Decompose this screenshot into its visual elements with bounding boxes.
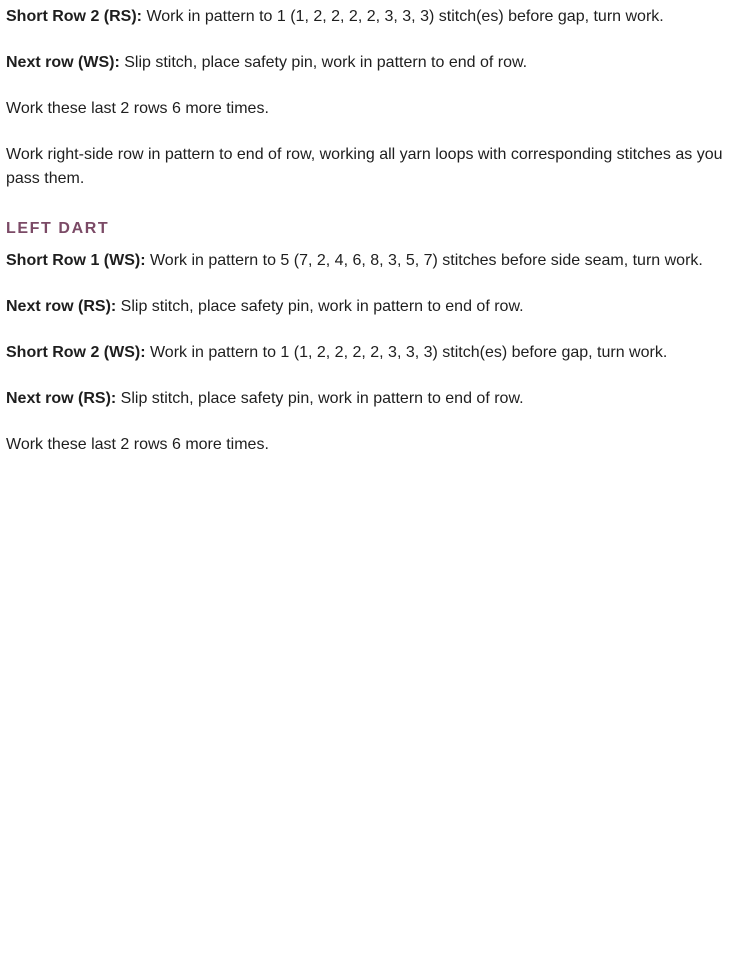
- instruction-lead: Short Row 2 (WS):: [6, 344, 146, 361]
- instruction-next-row-ws: [6, 51, 527, 75]
- instruction-text: Slip stitch, place safety pin, work in pattern to end of row.: [119, 54, 528, 71]
- instruction-left-next-row-rs-2: [6, 387, 524, 411]
- instruction-text: Work right-side row in pattern to end of row, working all yarn loops with corresponding stitches as you pass them.: [6, 146, 723, 187]
- instruction-left-repeat: [6, 433, 269, 457]
- instruction-text: Work these last 2 rows 6 more times.: [6, 100, 269, 117]
- instruction-right-side-row: [6, 143, 741, 191]
- instruction-lead: Short Row 1 (WS):: [6, 252, 146, 269]
- instruction-lead: Next row (WS):: [6, 54, 120, 71]
- instruction-text: Work in pattern to 1 (1, 2, 2, 2, 2, 3, 3, 3) stitch(es) before gap, turn work.: [142, 8, 664, 25]
- instruction-left-next-row-rs: [6, 295, 524, 319]
- instruction-short-row-2-rs: [6, 5, 664, 29]
- instruction-repeat: [6, 97, 269, 121]
- instruction-text: Work in pattern to 5 (7, 2, 4, 6, 8, 3, 5, 7) stitches before side seam, turn work.: [145, 252, 703, 269]
- instruction-left-short-row-1-ws: [6, 249, 703, 273]
- instruction-text: Work these last 2 rows 6 more times.: [6, 436, 269, 453]
- instruction-lead: Short Row 2 (RS):: [6, 8, 142, 25]
- instruction-text: Slip stitch, place safety pin, work in pattern to end of row.: [116, 390, 524, 407]
- instruction-left-short-row-2-ws: [6, 341, 667, 365]
- instruction-text: Slip stitch, place safety pin, work in pattern to end of row.: [116, 298, 524, 315]
- section-heading-left-dart: LEFT DART: [6, 220, 110, 237]
- instruction-text: Work in pattern to 1 (1, 2, 2, 2, 2, 3, 3, 3) stitch(es) before gap, turn work.: [145, 344, 668, 361]
- instruction-lead: Next row (RS):: [6, 390, 117, 407]
- instruction-lead: Next row (RS):: [6, 298, 117, 315]
